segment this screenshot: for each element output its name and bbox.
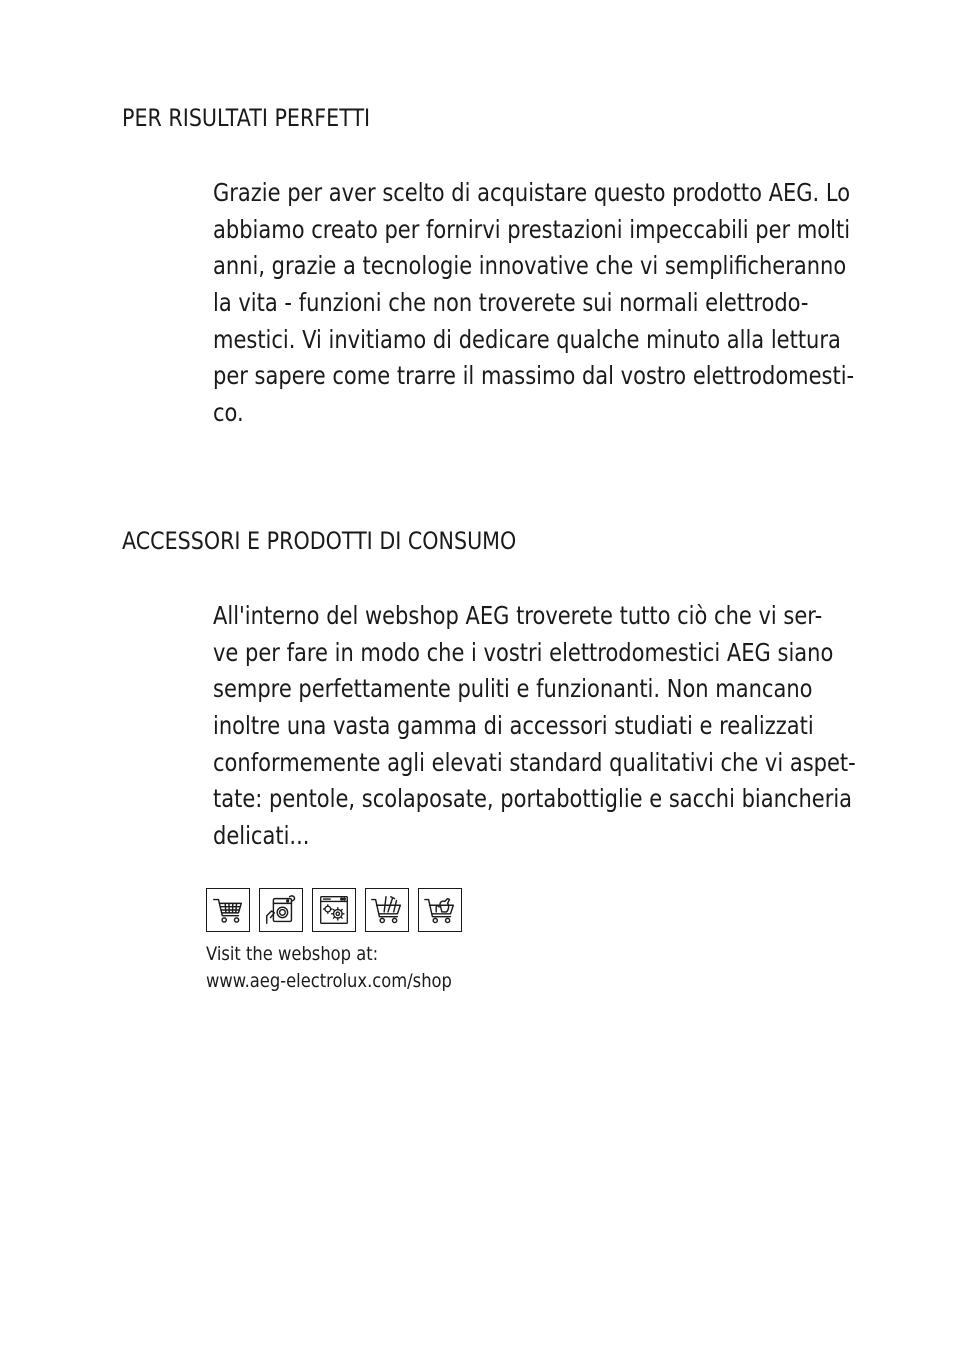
accessories-paragraph: [213, 598, 954, 855]
text-line: All'interno del webshop AEG troverete tutto ciò che vi ser-: [213, 601, 823, 630]
text-line: delicati...: [213, 821, 310, 851]
dishwasher-gears-icon: [312, 888, 356, 932]
washing-machine-hand-icon: [259, 888, 303, 932]
text-line: Grazie per aver scelto di acquistare questo prodotto AEG. Lo: [213, 178, 851, 207]
text-line: mestici. Vi invitiamo di dedicare qualche minuto alla lettura: [213, 324, 841, 354]
text-line: abbiamo creato per fornirvi prestazioni impeccabili per molti: [213, 214, 851, 244]
text-line: co.: [213, 398, 244, 428]
cart-detergent-icon: [418, 888, 462, 932]
shopping-cart-icon: [206, 888, 250, 932]
text-line: inoltre una vasta gamma di accessori studiati e realizzati: [213, 711, 814, 741]
text-line: ve per fare in modo che i vostri elettrodomestici AEG siano: [213, 637, 834, 667]
section-heading-risultati: PER RISULTATI PERFETTI: [122, 104, 371, 132]
webshop-icon-row: [206, 888, 462, 932]
text-line: la vita - funzioni che non troverete sui normali elettrodo-: [213, 288, 809, 318]
text-line: per sapere come trarre il massimo dal vostro elettrodomesti-: [213, 361, 855, 391]
webshop-info: [206, 941, 492, 995]
section-heading-accessori: ACCESSORI E PRODOTTI DI CONSUMO: [122, 527, 517, 555]
webshop-url[interactable]: www.aeg-electrolux.com/shop: [206, 970, 452, 992]
intro-paragraph: [213, 175, 954, 432]
text-line: conformemente agli elevati standard qualitativi che vi aspet-: [213, 747, 856, 777]
text-line: anni, grazie a tecnologie innovative che vi semplificheranno: [213, 251, 847, 281]
cart-utensils-icon: [365, 888, 409, 932]
text-line: tate: pentole, scolaposate, portabottiglie e sacchi biancheria: [213, 784, 853, 814]
text-line: sempre perfettamente puliti e funzionanti. Non mancano: [213, 674, 813, 704]
webshop-caption: Visit the webshop at:: [206, 943, 379, 965]
